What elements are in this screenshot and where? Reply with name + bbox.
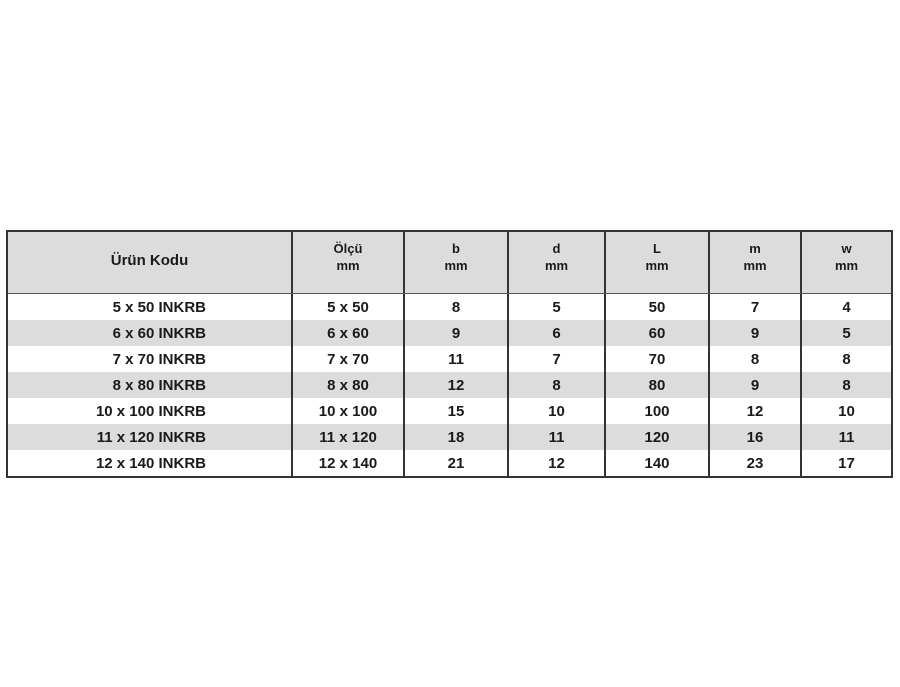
- cell-size: 11 x 120: [293, 424, 405, 450]
- cell-m: 16: [710, 424, 802, 450]
- cell-m: 9: [710, 372, 802, 398]
- cell-m: 7: [710, 294, 802, 320]
- cell-size: 6 x 60: [293, 320, 405, 346]
- cell-m: 9: [710, 320, 802, 346]
- header-product-code: [8, 232, 293, 293]
- cell-l: 70: [606, 346, 710, 372]
- table-row: [8, 372, 891, 398]
- cell-m: 23: [710, 450, 802, 476]
- header-l: [606, 232, 710, 293]
- header-size-label: Ölçü: [333, 241, 363, 256]
- header-d-unit: mm: [544, 258, 569, 273]
- header-w: [802, 232, 891, 293]
- table-row: [8, 346, 891, 372]
- cell-d: 6: [509, 320, 606, 346]
- cell-d: 5: [509, 294, 606, 320]
- cell-product-code: 7 x 70 INKRB: [8, 346, 293, 372]
- cell-size: 7 x 70: [293, 346, 405, 372]
- table-row: [8, 450, 891, 476]
- cell-b: 9: [405, 320, 509, 346]
- table-header-row: [8, 232, 891, 294]
- cell-l: 80: [606, 372, 710, 398]
- header-m: [710, 232, 802, 293]
- header-w-unit: mm: [834, 258, 859, 273]
- cell-d: 8: [509, 372, 606, 398]
- cell-l: 60: [606, 320, 710, 346]
- header-l-label: L: [653, 241, 661, 256]
- cell-product-code: 10 x 100 INKRB: [8, 398, 293, 424]
- cell-b: 18: [405, 424, 509, 450]
- cell-size: 12 x 140: [293, 450, 405, 476]
- cell-product-code: 8 x 80 INKRB: [8, 372, 293, 398]
- cell-m: 8: [710, 346, 802, 372]
- header-m-unit: mm: [743, 258, 767, 273]
- header-size-unit: mm: [336, 258, 360, 273]
- cell-d: 7: [509, 346, 606, 372]
- cell-size: 8 x 80: [293, 372, 405, 398]
- cell-w: 11: [838, 428, 855, 446]
- cell-l: 140: [606, 450, 710, 476]
- cell-b: 21: [405, 450, 509, 476]
- header-d: [509, 232, 606, 293]
- cell-size: 10 x 100: [293, 398, 405, 424]
- header-l-unit: mm: [645, 258, 669, 273]
- cell-b: 11: [405, 346, 509, 372]
- table-row: [8, 294, 891, 320]
- header-m-label: m: [749, 241, 761, 256]
- header-b: [405, 232, 509, 293]
- header-size: [293, 232, 405, 293]
- table-row: [8, 398, 891, 424]
- cell-product-code: 12 x 140 INKRB: [8, 450, 293, 476]
- table-row: [8, 320, 891, 346]
- cell-product-code: 5 x 50 INKRB: [8, 294, 293, 320]
- cell-product-code: 6 x 60 INKRB: [8, 320, 293, 346]
- table-row: [8, 424, 891, 450]
- cell-w: 4: [842, 298, 851, 316]
- cell-d: 12: [509, 450, 606, 476]
- cell-w: 10: [838, 402, 855, 420]
- cell-b: 12: [405, 372, 509, 398]
- cell-l: 120: [606, 424, 710, 450]
- header-b-unit: mm: [444, 258, 468, 273]
- cell-w: 8: [842, 376, 851, 394]
- cell-w: 17: [838, 454, 855, 472]
- cell-m: 12: [710, 398, 802, 424]
- cell-l: 100: [606, 398, 710, 424]
- header-d-label: d: [552, 241, 561, 256]
- header-product-code-label: Ürün Kodu: [110, 252, 189, 269]
- cell-product-code: 11 x 120 INKRB: [8, 424, 293, 450]
- product-spec-table: [6, 230, 893, 478]
- header-w-label: w: [841, 241, 852, 256]
- cell-w: 5: [842, 324, 851, 342]
- cell-size: 5 x 50: [293, 294, 405, 320]
- cell-d: 11: [509, 424, 606, 450]
- cell-l: 50: [606, 294, 710, 320]
- cell-d: 10: [509, 398, 606, 424]
- cell-w: 8: [842, 350, 851, 368]
- cell-b: 15: [405, 398, 509, 424]
- cell-b: 8: [405, 294, 509, 320]
- header-b-label: b: [452, 241, 460, 256]
